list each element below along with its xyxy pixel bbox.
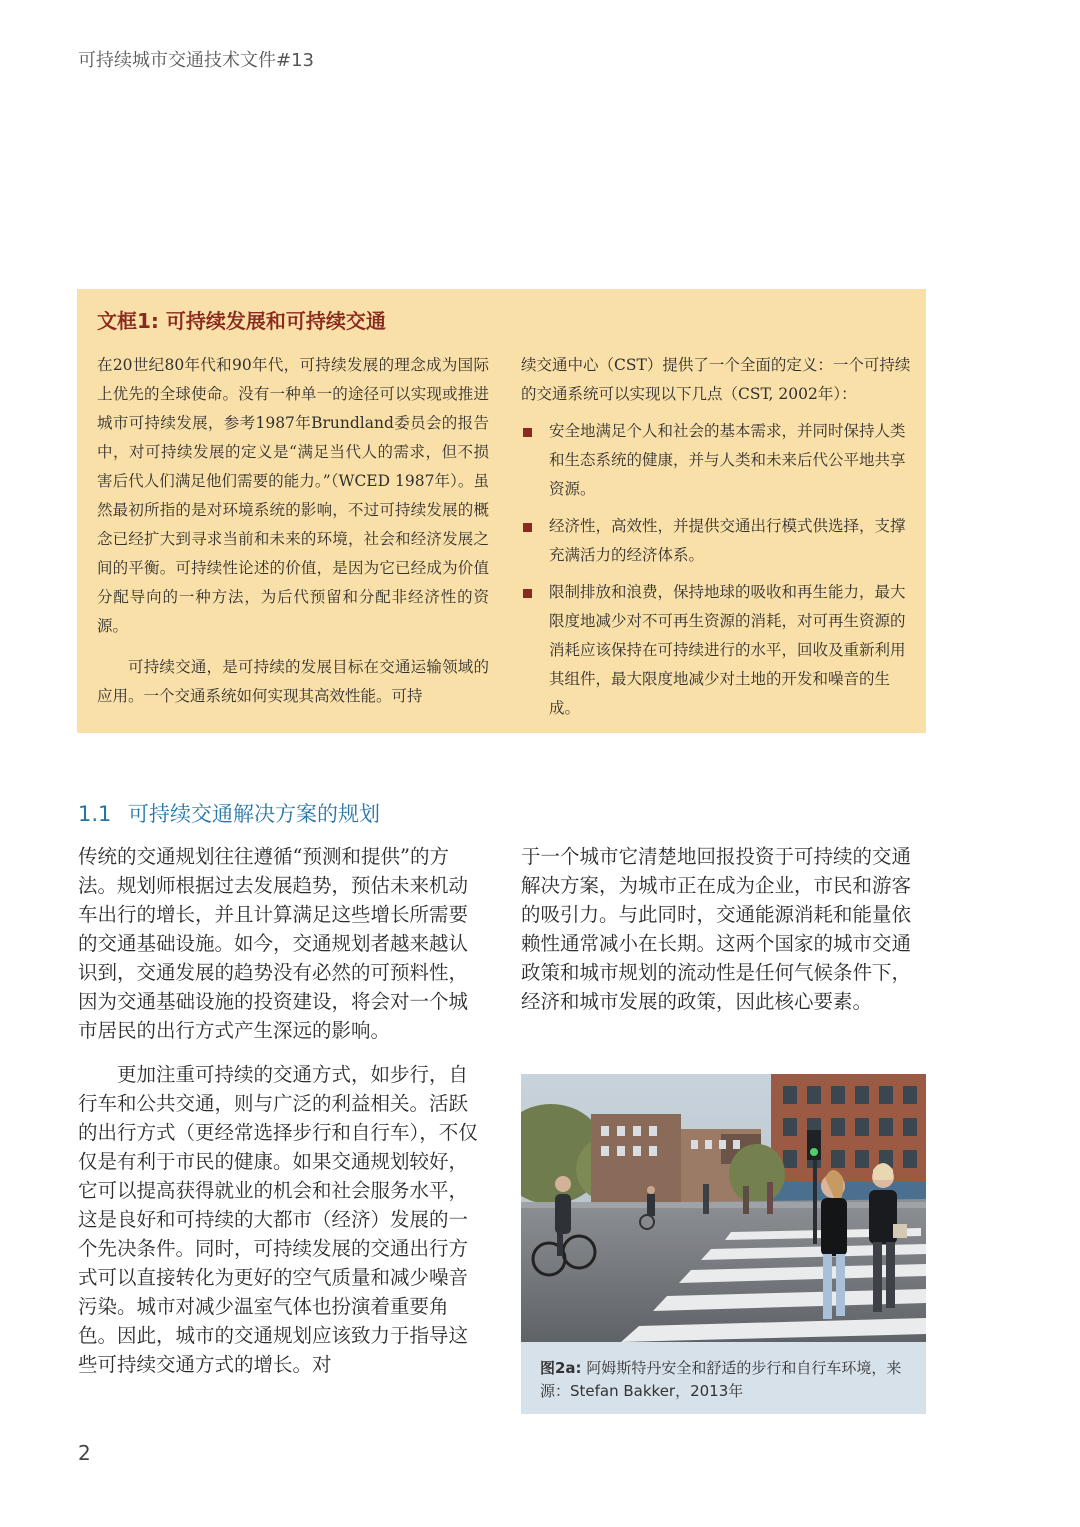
section-number: 1.1 bbox=[78, 802, 112, 826]
body-left-column bbox=[78, 842, 478, 1379]
bullet-square-icon bbox=[523, 589, 532, 598]
bullet-item bbox=[521, 512, 911, 570]
body-paragraph: 于一个城市它清楚地回报投资于可持续的交通解决方案，为城市正在成为企业，市民和游客的吸引力。与此同时，交通能源消耗和能量依赖性通常减小在长期。这两个国家的城市交通政策和城市规划的流动性是任何气候条件下，经济和城市发展的政策，因此核心要素。 bbox=[521, 845, 912, 1013]
section-heading bbox=[78, 798, 380, 828]
bullet-square-icon bbox=[523, 428, 532, 437]
figure-caption bbox=[540, 1357, 910, 1403]
section-title: 可持续交通解决方案的规划 bbox=[128, 802, 380, 826]
figure bbox=[521, 1074, 926, 1414]
page-number: 2 bbox=[78, 1441, 91, 1465]
caption-label: 图2a: bbox=[540, 1359, 582, 1377]
box-intro: 续交通中心（CST）提供了一个全面的定义：一个可持续的交通系统可以实现以下几点（CST, 2002年）： bbox=[521, 356, 911, 403]
street-photo bbox=[521, 1074, 926, 1342]
box-paragraph: 可持续交通，是可持续的发展目标在交通运输领域的应用。一个交通系统如何实现其高效性能。可持 bbox=[97, 658, 489, 705]
caption-text: 阿姆斯特丹安全和舒适的步行和自行车环境，来源：Stefan Bakker，2013年 bbox=[540, 1359, 902, 1400]
body-paragraph: 传统的交通规划往往遵循“预测和提供”的方法。规划师根据过去发展趋势，预估未来机动车出行的增长，并且计算满足这些增长所需要的交通基础设施。如今，交通规划者越来越认识到，交通发展的趋势没有必然的可预料性，因为交通基础设施的投资建设，将会对一个城市居民的出行方式产生深远的影响。 bbox=[78, 845, 469, 1042]
sidebar-box bbox=[77, 289, 926, 733]
bullet-square-icon bbox=[523, 523, 532, 532]
bullet-item bbox=[521, 417, 911, 504]
box-title: 文框1: 可持续发展和可持续交通 bbox=[97, 309, 386, 333]
bullet-text: 经济性，高效性，并提供交通出行模式供选择，支撑充满活力的经济体系。 bbox=[549, 517, 906, 564]
box-bullet-list bbox=[521, 417, 911, 723]
body-right-column bbox=[521, 842, 926, 1016]
running-header: 可持续城市交通技术文件#13 bbox=[78, 50, 314, 71]
bullet-item bbox=[521, 578, 911, 723]
bullet-text: 限制排放和浪费，保持地球的吸收和再生能力，最大限度地减少对不可再生资源的消耗，对可再生资源的消耗应该保持在可持续进行的水平，回收及重新利用其组件，最大限度地减少对土地的开发和噪音的生成。 bbox=[549, 583, 906, 717]
bullet-text: 安全地满足个人和社会的基本需求，并同时保持人类和生态系统的健康，并与人类和未来后代公平地共享资源。 bbox=[549, 422, 906, 498]
box-left-column bbox=[97, 351, 489, 711]
body-paragraph: 更加注重可持续的交通方式，如步行，自行车和公共交通，则与广泛的利益相关。活跃的出行方式（更经常选择步行和自行车），不仅仅是有利于市民的健康。如果交通规划较好，它可以提高获得就业的机会和社会服务水平，这是良好和可持续的大都市（经济）发展的一个先决条件。同时，可持续发展的交通出行方式可以直接转化为更好的空气质量和减少噪音污染。城市对减少温室气体也扮演着重要角色。因此，城市的交通规划应该致力于指导这些可持续交通方式的增长。对 bbox=[78, 1063, 478, 1376]
box-paragraph: 在20世纪80年代和90年代，可持续发展的理念成为国际上优先的全球使命。没有一种单一的途径可以实现或推进城市可持续发展，参考1987年Brundland委员会的报告中，对可持续发展的定义是“满足当代人的需求，但不损害后代人们满足他们需要的能力。”（WCED 1987年）。虽然最初所指的是对环境系统的影响，不过可持续发展的概念已经扩大到寻求当前和未来的环境，社会和经济发展之间的平衡。可持续性论述的价值，是因为它已经成为价值分配导向的一种方法，为后代预留和分配非经济性的资源。 bbox=[97, 356, 489, 635]
box-right-column bbox=[521, 351, 911, 723]
